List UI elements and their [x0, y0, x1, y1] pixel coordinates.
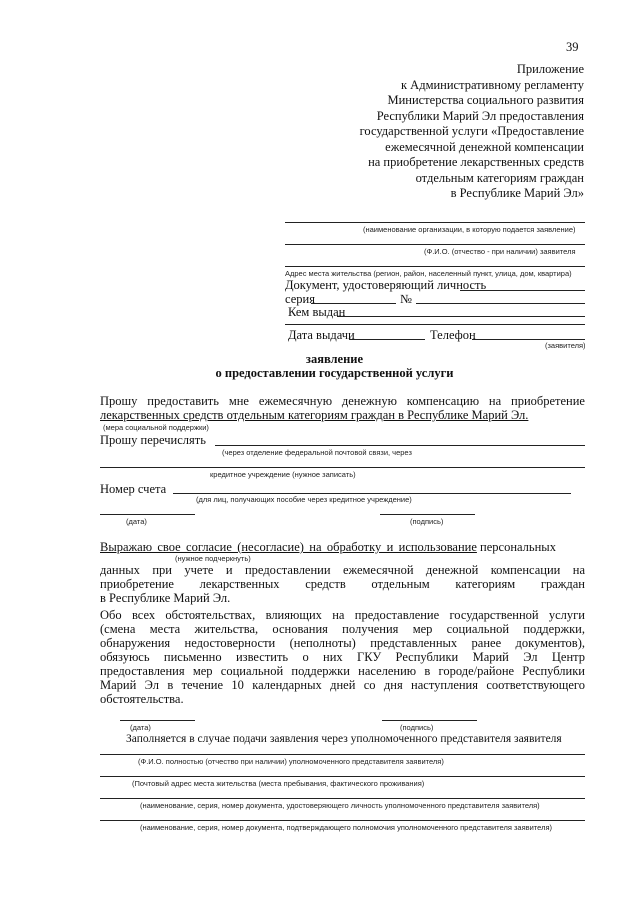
rep-authority-doc-caption: (наименование, серия, номер документа, подтверждающего полномочия уполномоченного представителя заявителя): [140, 823, 553, 832]
applicant-fio-caption: (Ф.И.О. (отчество - при наличии) заявителя: [424, 247, 576, 256]
measure-caption: (мера социальной поддержки): [103, 423, 209, 432]
appendix-line: Республики Марий Эл предоставления: [376, 108, 584, 123]
appendix-line: Министерства социального развития: [387, 93, 584, 107]
obligation-line: обязуюсь письменно известить о них ГКУ Республики Марий Эл Центр: [100, 650, 585, 664]
consent-line-3: приобретение лекарственных средств отдельным категориям граждан: [100, 577, 585, 591]
rep-authority-doc-line[interactable]: [100, 820, 585, 821]
page-number: 39: [566, 40, 579, 54]
appendix-line: отдельным категориям граждан: [415, 170, 584, 185]
document-subtitle: о предоставлении государственной услуги: [215, 366, 454, 380]
obligation-signature-caption: (подпись): [400, 723, 434, 732]
appendix-line: Приложение: [516, 62, 584, 76]
issued-by-line[interactable]: [337, 316, 585, 317]
issue-date-line[interactable]: [349, 339, 425, 340]
obligation-date-line[interactable]: [120, 720, 195, 721]
obligation-line: Марий Эл в течение 10 календарных дней со дня наступления соответствующего: [100, 678, 585, 692]
credit-line[interactable]: [100, 467, 585, 468]
representative-note: Заполняется в случае подачи заявления через уполномоченного представителя заявителя: [126, 733, 562, 745]
appendix-line: на приобретение лекарственных средств: [368, 155, 584, 169]
account-label: Номер счета: [100, 482, 167, 496]
obligation-line: (смена места жительства, основания получения мер социальной поддержки,: [100, 622, 585, 636]
address-caption: Адрес места жительства (регион, район, населенный пункт, улица, дом, квартира): [285, 269, 572, 278]
obligation-line: предоставления мер социальной поддержки населению в городе/районе Республики: [100, 664, 585, 678]
credit-caption: кредитное учреждение (нужное записать): [210, 470, 356, 479]
appendix-line: в Республике Марий Эл»: [450, 186, 584, 200]
consent-text-tail: персональных: [476, 540, 556, 554]
address-line[interactable]: [285, 266, 585, 267]
obligation-line: Обо всех обстоятельствах, влияющих на предоставление государственной услуги: [100, 608, 585, 622]
number-label: №: [400, 292, 412, 306]
postal-caption: (через отделение федеральной почтовой связи, через: [222, 448, 412, 457]
rep-fio-caption: (Ф.И.О. полностью (отчество при наличии) уполномоченного представителя заявителя): [138, 757, 444, 766]
issue-date-label: Дата выдачи: [288, 328, 355, 342]
number-line[interactable]: [416, 303, 585, 304]
obligation-last-line: обстоятельства.: [100, 692, 184, 706]
account-line[interactable]: [173, 493, 571, 494]
document-title: заявление: [305, 352, 364, 366]
rep-id-doc-line[interactable]: [100, 798, 585, 799]
obligation-line: обнаружения недостоверности (неполноты) представленных ранее документов),: [100, 636, 585, 650]
consent-underlined-text: Выражаю свое согласие (несогласие) на обработку и использование: [100, 540, 477, 554]
phone-line[interactable]: [472, 339, 585, 340]
appendix-line: к Административному регламенту: [400, 77, 584, 92]
issued-by-label: Кем выдан: [288, 305, 346, 319]
phone-label: Телефон: [430, 328, 476, 342]
series-line[interactable]: [311, 303, 396, 304]
issued-by-extra-line[interactable]: [285, 324, 585, 325]
consent-line-2: данных при учете и предоставлении ежемесячной денежной компенсации на: [100, 563, 585, 577]
org-name-caption: (наименование организации, в которую подается заявление): [363, 225, 576, 234]
account-caption: (для лиц, получающих пособие через кредитное учреждение): [196, 495, 412, 504]
appendix-line: ежемесячной денежной компенсации: [385, 139, 584, 154]
appendix-block: [360, 62, 584, 202]
series-label: серия: [285, 292, 315, 306]
obligation-date-caption: (дата): [130, 723, 151, 732]
signature-caption: (подпись): [410, 517, 444, 526]
rep-fio-line[interactable]: [100, 754, 585, 755]
applicant-fio-line[interactable]: [285, 244, 585, 245]
rep-id-doc-caption: (наименование, серия, номер документа, удостоверяющего личность уполномоченного представителя заявителя): [140, 801, 540, 810]
request-line-2: лекарственных средств отдельным категориям граждан в Республике Марий Эл.: [100, 408, 529, 422]
obligation-signature-line[interactable]: [382, 720, 477, 721]
transfer-label: Прошу перечислять: [100, 433, 206, 447]
id-document-line[interactable]: [460, 290, 585, 291]
appendix-line: государственной услуги «Предоставление: [359, 124, 584, 138]
consent-line-4: в Республике Марий Эл.: [100, 591, 231, 605]
rep-address-line[interactable]: [100, 776, 585, 777]
consent-line-1: [100, 540, 585, 554]
signature-line[interactable]: [380, 514, 475, 515]
transfer-line[interactable]: [215, 445, 585, 446]
org-name-line[interactable]: [285, 222, 585, 223]
underline-caption: (нужное подчеркнуть): [175, 554, 251, 563]
applicant-caption: (заявителя): [545, 341, 586, 350]
date-caption: (дата): [126, 517, 147, 526]
rep-address-caption: (Почтовый адрес места жительства (места пребывания, фактического проживания): [132, 779, 425, 788]
id-document-label: Документ, удостоверяющий личность: [285, 278, 487, 292]
request-line-1: Прошу предоставить мне ежемесячную денежную компенсацию на приобретение: [100, 394, 585, 408]
date-line[interactable]: [100, 514, 195, 515]
